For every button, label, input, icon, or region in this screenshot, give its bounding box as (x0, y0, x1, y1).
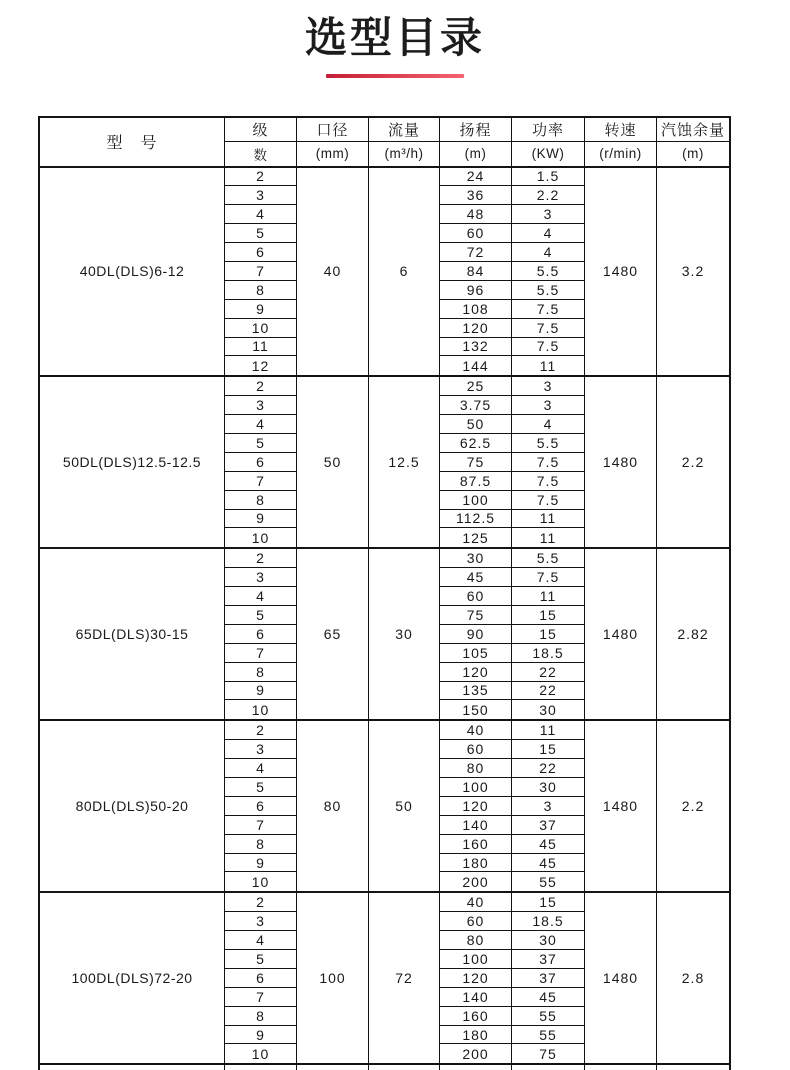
power-cell: 55 (539, 873, 557, 890)
power-cell: 3 (543, 378, 553, 395)
head-power-column (440, 549, 585, 719)
stage-cell: 9 (225, 1026, 296, 1045)
power-cell: 22 (539, 663, 557, 680)
stages-column (225, 549, 297, 719)
power-cell: 11 (539, 357, 557, 374)
power-cell: 22 (539, 682, 557, 699)
stage-cell: 9 (225, 854, 296, 873)
power-cell: 4 (543, 225, 553, 242)
head-power-row (440, 262, 584, 281)
power-cell: 5.5 (536, 281, 560, 298)
head-power-row (440, 988, 584, 1007)
head-cell: 160 (440, 835, 512, 853)
stage-cell: 12 (251, 357, 270, 374)
head-cell: 3.75 (440, 396, 512, 414)
head-power-column (440, 893, 585, 1063)
header-speed: 转速 (585, 118, 657, 142)
stage-cell: 3 (225, 186, 296, 205)
header-power-unit: (KW) (512, 142, 585, 166)
stage-cell: 3 (225, 568, 296, 587)
stage-cell: 4 (225, 587, 296, 606)
model-cell: 50DL(DLS)12.5-12.5 (40, 377, 225, 547)
speed-cell: 1480 (585, 721, 657, 891)
sliver-power-cell (512, 1065, 585, 1070)
npsh-cell: 3.2 (681, 263, 705, 280)
stage-cell: 10 (251, 529, 270, 546)
stage-cell: 2 (225, 168, 296, 187)
head-power-row (440, 587, 584, 606)
head-cell: 120 (440, 797, 512, 815)
stage-cell: 6 (225, 969, 296, 988)
stage-cell: 3 (225, 912, 296, 931)
head-cell: 150 (440, 700, 512, 719)
head-cell: 72 (440, 243, 512, 261)
power-cell: 7.5 (536, 319, 560, 336)
head-power-row (440, 396, 584, 415)
stage-cell: 8 (225, 281, 296, 300)
sliver-npsh-cell (657, 1065, 729, 1070)
stage-cell: 2 (225, 377, 296, 396)
stage-cell: 9 (225, 510, 296, 529)
stage-cell: 9 (225, 682, 296, 701)
stage-cell: 4 (225, 415, 296, 434)
npsh-cell: 2.8 (681, 970, 705, 987)
head-cell: 140 (440, 816, 512, 834)
power-cell: 5.5 (536, 262, 560, 279)
speed-cell: 1480 (585, 549, 657, 719)
head-power-row (440, 415, 584, 434)
power-cell: 3 (543, 797, 553, 814)
power-cell: 45 (539, 854, 557, 871)
stage-cell: 11 (225, 338, 296, 357)
model-cell: 100DL(DLS)72-20 (40, 893, 225, 1063)
head-power-row (440, 338, 584, 357)
model-group (40, 547, 729, 719)
power-cell: 11 (539, 588, 557, 605)
head-cell: 120 (440, 319, 512, 337)
stage-cell: 10 (251, 1045, 270, 1062)
stage-cell: 10 (251, 701, 270, 718)
stage-cell: 5 (225, 778, 296, 797)
header-diameter-unit: (mm) (297, 142, 369, 166)
stage-cell: 2 (225, 721, 296, 740)
head-power-row (440, 549, 584, 568)
sliver-model-cell (40, 1065, 225, 1070)
head-power-row (440, 356, 584, 375)
head-cell: 120 (440, 663, 512, 681)
power-cell: 4 (543, 416, 553, 433)
flow-cell: 12.5 (369, 377, 440, 547)
head-power-row (440, 434, 584, 453)
head-power-row (440, 835, 584, 854)
head-power-row (440, 872, 584, 891)
head-power-row (440, 969, 584, 988)
stage-cell: 8 (225, 491, 296, 510)
stage-cell: 4 (225, 205, 296, 224)
model-cell: 80DL(DLS)50-20 (40, 721, 225, 891)
power-cell: 18.5 (532, 913, 564, 930)
head-power-row (440, 778, 584, 797)
stage-cell: 5 (225, 224, 296, 243)
diameter-cell: 50 (297, 377, 369, 547)
power-cell: 11 (539, 722, 557, 739)
stage-cell: 3 (225, 396, 296, 415)
head-cell: 132 (440, 338, 512, 356)
head-power-row (440, 168, 584, 187)
header-diameter: 口径 (297, 118, 369, 142)
head-cell: 40 (440, 721, 512, 739)
power-cell: 30 (539, 932, 557, 949)
head-cell: 200 (440, 1044, 512, 1063)
header-flow: 流量 (369, 118, 440, 142)
head-cell: 108 (440, 300, 512, 318)
head-cell: 140 (440, 988, 512, 1006)
power-cell: 7.5 (536, 453, 560, 470)
sliver-speed-cell (585, 1065, 657, 1070)
head-power-row (440, 491, 584, 510)
power-cell: 5.5 (536, 434, 560, 451)
head-cell: 100 (440, 950, 512, 968)
head-cell: 90 (440, 625, 512, 643)
head-cell: 96 (440, 281, 512, 299)
power-cell: 55 (539, 1026, 557, 1043)
diameter-cell: 40 (297, 168, 369, 376)
head-cell: 25 (440, 377, 512, 395)
stages-column (225, 168, 297, 376)
flow-cell: 30 (369, 549, 440, 719)
head-power-row (440, 528, 584, 547)
head-cell: 87.5 (440, 472, 512, 490)
head-power-row (440, 663, 584, 682)
diameter-cell: 100 (297, 893, 369, 1063)
npsh-cell: 2.82 (677, 626, 709, 643)
head-cell: 84 (440, 262, 512, 280)
power-cell: 1.5 (536, 168, 560, 185)
sliver-stage-cell (225, 1065, 297, 1070)
head-power-row (440, 510, 584, 529)
power-cell: 45 (539, 988, 557, 1005)
head-cell: 48 (440, 205, 512, 223)
head-cell: 105 (440, 644, 512, 662)
stage-cell: 5 (225, 434, 296, 453)
stages-column (225, 893, 297, 1063)
stages-column (225, 721, 297, 891)
diameter-cell: 65 (297, 549, 369, 719)
model-group (40, 719, 729, 891)
stage-cell: 8 (225, 663, 296, 682)
head-power-row (440, 1007, 584, 1026)
stage-cell: 10 (225, 319, 296, 338)
stage-cell: 4 (225, 931, 296, 950)
stage-cell: 6 (225, 453, 296, 472)
head-power-row (440, 893, 584, 912)
stage-cell: 7 (225, 262, 296, 281)
power-cell: 11 (539, 510, 557, 527)
stage-cell: 7 (225, 472, 296, 491)
head-power-row (440, 1026, 584, 1045)
power-cell: 11 (539, 529, 557, 546)
stage-cell: 8 (225, 835, 296, 854)
head-power-row (440, 319, 584, 338)
title-underline-decoration (326, 74, 464, 78)
model-cell: 40DL(DLS)6-12 (40, 168, 225, 376)
head-cell: 144 (440, 356, 512, 375)
power-cell: 22 (539, 760, 557, 777)
head-cell: 30 (440, 549, 512, 567)
next-group-sliver (40, 1065, 729, 1070)
head-cell: 112.5 (440, 510, 512, 528)
head-cell: 24 (440, 168, 512, 186)
head-cell: 40 (440, 893, 512, 911)
power-cell: 7.5 (536, 472, 560, 489)
head-power-row (440, 700, 584, 719)
sliver-diameter-cell (297, 1065, 369, 1070)
head-power-row (440, 281, 584, 300)
head-cell: 100 (440, 778, 512, 796)
speed-cell: 1480 (585, 168, 657, 376)
power-cell: 7.5 (536, 491, 560, 508)
head-power-row (440, 205, 584, 224)
power-cell: 75 (539, 1045, 557, 1062)
head-power-row (440, 797, 584, 816)
npsh-cell: 2.2 (681, 798, 705, 815)
page-title: 选型目录 (304, 14, 485, 61)
head-cell: 36 (440, 186, 512, 204)
power-cell: 37 (539, 950, 557, 967)
head-power-column (440, 377, 585, 547)
speed-cell: 1480 (585, 377, 657, 547)
npsh-cell: 2.2 (681, 454, 705, 471)
stage-cell: 3 (225, 740, 296, 759)
power-cell: 3 (543, 206, 553, 223)
power-cell: 5.5 (536, 550, 560, 567)
head-power-row (440, 912, 584, 931)
header-npsh-unit: (m) (682, 146, 704, 161)
head-power-row (440, 816, 584, 835)
power-cell: 4 (543, 244, 553, 260)
head-power-row (440, 740, 584, 759)
model-group (40, 891, 729, 1065)
head-cell: 160 (440, 1007, 512, 1025)
head-cell: 100 (440, 491, 512, 509)
head-power-row (440, 224, 584, 243)
header-head: 扬程 (440, 118, 512, 142)
stage-cell: 2 (225, 549, 296, 568)
header-npsh: 汽蚀余量 (657, 118, 729, 142)
stage-cell: 6 (225, 625, 296, 644)
head-cell: 120 (440, 969, 512, 987)
header-flow-unit: (m³/h) (369, 142, 440, 166)
model-cell: 65DL(DLS)30-15 (40, 549, 225, 719)
head-cell: 75 (440, 453, 512, 471)
power-cell: 15 (539, 741, 557, 758)
head-power-column (440, 168, 585, 376)
stage-cell: 7 (225, 816, 296, 835)
power-cell: 55 (539, 1007, 557, 1024)
head-power-row (440, 644, 584, 663)
power-cell: 7.5 (536, 569, 560, 586)
header-power: 功率 (512, 118, 585, 142)
head-cell: 180 (440, 1026, 512, 1044)
stage-cell: 5 (225, 950, 296, 969)
stage-cell: 9 (225, 300, 296, 319)
power-cell: 15 (539, 894, 557, 911)
power-cell: 37 (539, 969, 557, 986)
head-cell: 80 (440, 931, 512, 949)
header-stage-unit: 数 (225, 142, 297, 166)
sliver-flow-cell (369, 1065, 440, 1070)
head-cell: 45 (440, 568, 512, 586)
head-power-row (440, 1044, 584, 1063)
head-cell: 60 (440, 224, 512, 242)
sliver-head-cell (440, 1065, 512, 1070)
stage-cell: 7 (225, 988, 296, 1007)
flow-cell: 50 (369, 721, 440, 891)
stage-cell: 7 (225, 644, 296, 663)
table-body (40, 168, 729, 1066)
power-cell: 15 (539, 625, 557, 642)
head-cell: 60 (440, 740, 512, 758)
header-head-unit: (m) (440, 142, 512, 166)
stages-column (225, 377, 297, 547)
head-cell: 50 (440, 415, 512, 433)
head-cell: 200 (440, 872, 512, 891)
head-cell: 80 (440, 759, 512, 777)
head-cell: 180 (440, 854, 512, 872)
power-cell: 15 (539, 606, 557, 623)
head-power-row (440, 931, 584, 950)
power-cell: 18.5 (532, 644, 564, 661)
flow-cell: 6 (369, 168, 440, 376)
head-power-row (440, 243, 584, 262)
stage-cell: 8 (225, 1007, 296, 1026)
head-power-row (440, 568, 584, 587)
head-power-row (440, 300, 584, 319)
power-cell: 37 (539, 816, 557, 833)
stage-cell: 4 (225, 759, 296, 778)
head-cell: 60 (440, 912, 512, 930)
head-cell: 62.5 (440, 434, 512, 452)
head-power-row (440, 854, 584, 873)
speed-cell: 1480 (585, 893, 657, 1063)
power-cell: 7.5 (536, 300, 560, 317)
model-group (40, 375, 729, 547)
power-cell: 30 (539, 701, 557, 718)
head-power-row (440, 682, 584, 701)
head-power-row (440, 625, 584, 644)
head-power-row (440, 453, 584, 472)
diameter-cell: 80 (297, 721, 369, 891)
power-cell: 30 (539, 778, 557, 795)
head-cell: 135 (440, 682, 512, 700)
head-power-row (440, 472, 584, 491)
head-power-column (440, 721, 585, 891)
head-power-row (440, 759, 584, 778)
head-power-row (440, 377, 584, 396)
stage-cell: 6 (225, 243, 296, 262)
flow-cell: 72 (369, 893, 440, 1063)
head-power-row (440, 606, 584, 625)
head-cell: 125 (440, 528, 512, 547)
stage-cell: 5 (225, 606, 296, 625)
header-speed-unit: (r/min) (585, 142, 657, 166)
stage-cell: 2 (225, 893, 296, 912)
head-power-row (440, 950, 584, 969)
table-header (40, 118, 729, 168)
head-power-row (440, 721, 584, 740)
model-group (40, 168, 729, 376)
power-cell: 3 (543, 397, 553, 414)
power-cell: 2.2 (536, 187, 560, 204)
power-cell: 45 (539, 835, 557, 852)
header-model: 型 号 (40, 118, 225, 166)
header-stage: 级 (225, 118, 297, 142)
stage-cell: 10 (251, 873, 270, 890)
power-cell: 7.5 (536, 338, 560, 355)
stage-cell: 6 (225, 797, 296, 816)
head-cell: 75 (440, 606, 512, 624)
head-cell: 60 (440, 587, 512, 605)
head-power-row (440, 186, 584, 205)
pump-selection-table (38, 116, 731, 1070)
